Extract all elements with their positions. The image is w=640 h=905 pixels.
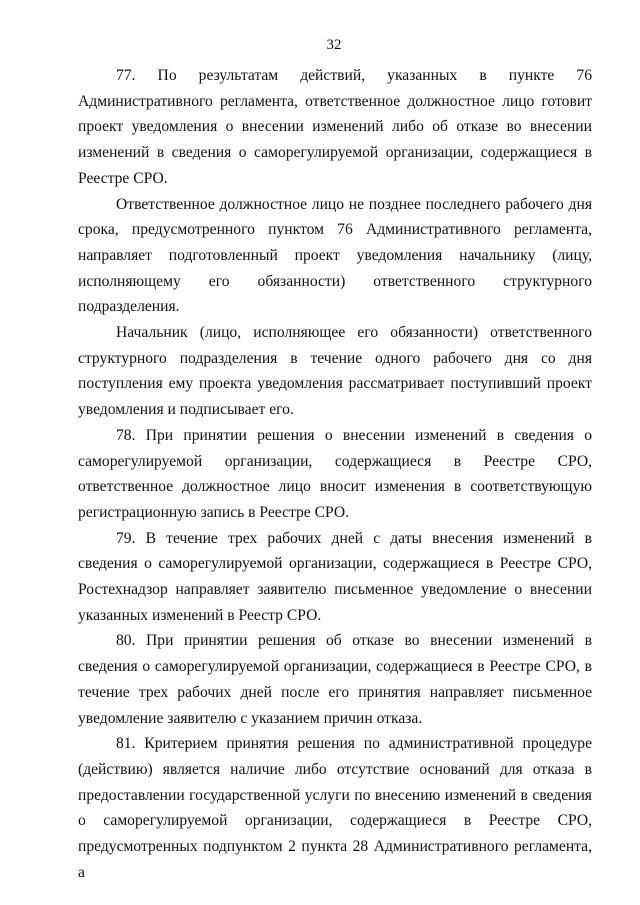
paragraph-77: 77. По результатам действий, указанных в пункте 76 Административного регламента, ответственное должностное лицо готовит проект уведомления о внесении изменений либо об отказе во внесении изменений в сведения о саморегулируемой организации, содержащиеся в Реестре СРО.: [78, 67, 592, 187]
paragraph-78: 78. При принятии решения о внесении изменений в сведения о саморегулируемой организации, содержащиеся в Реестре СРО, ответственное должностное лицо вносит изменения в соответствующую регистрационную запись в Реестре СРО.: [78, 426, 592, 521]
page-number: 32: [326, 37, 342, 53]
paragraph-77-head-review: Начальник (лицо, исполняющее его обязанности) ответственного структурного подразделения в течение одного рабочего дня со дня поступления ему проекта уведомления рассматривает поступивший проект уведомления и подписывает его.: [78, 324, 592, 419]
paragraph-80: 80. При принятии решения об отказе во внесении изменений в сведения о саморегулируемой организации, содержащиеся в Реестре СРО, в течение трех рабочих дней после его принятия направляет письменное уведомление заявителю с указанием причин отказа.: [78, 632, 592, 727]
paragraph-77-responsible-officer: Ответственное должностное лицо не позднее последнего рабочего дня срока, предусмотренного пунктом 76 Административного регламента, направляет подготовленный проект уведомления начальнику (лицу, исполняющему его обязанности) ответственного структурного подразделения.: [78, 195, 592, 316]
document-body: [78, 63, 592, 886]
paragraph-81: 81. Критерием принятия решения по административной процедуре (действию) является наличие либо отсутствие оснований для отказа в предоставлении государственной услуги по внесению изменений в сведения о саморегулируемой организации, содержащиеся в Реестре СРО, предусмотренных подпунктом 2 пункта 28 Административного регламента, а: [78, 735, 592, 881]
paragraph-79: 79. В течение трех рабочих дней с даты внесения изменений в сведения о саморегулируемой организации, содержащиеся в Реестре СРО, Ростехнадзор направляет заявителю письменное уведомление о внесении указанных изменений в Реестр СРО.: [78, 529, 592, 624]
